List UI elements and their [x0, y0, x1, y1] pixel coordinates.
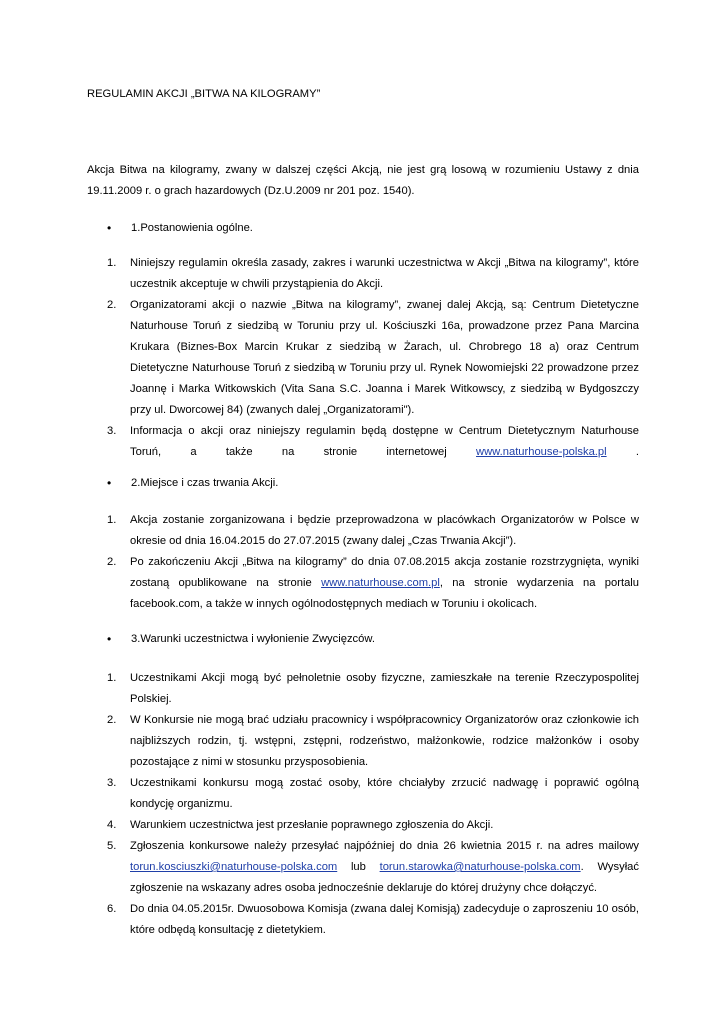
website-link[interactable]: www.naturhouse.com.pl	[321, 577, 440, 589]
list-item: 3. Informacja o akcji oraz niniejszy regulamin będą dostępne w Centrum Dietetycznym Naturhouse Toruń, a także na stronie internetowej www.naturhouse-polska.pl .	[107, 425, 639, 458]
section-heading-text: 1.Postanowienia ogólne.	[131, 222, 253, 234]
email-link[interactable]: torun.kosciuszki@naturhouse-polska.com	[130, 861, 338, 873]
list-item: 1. Niniejszy regulamin określa zasady, zakres i warunki uczestnictwa w Akcji „Bitwa na kilogramy”, które uczestnik akceptuje w chwili przystąpienia do Akcji.	[107, 257, 639, 290]
list-item: 1. Uczestnikami Akcji mogą być pełnoletnie osoby fizyczne, zamieszkałe na terenie Rzeczypospolitej Polskiej.	[107, 672, 639, 705]
bullet-icon: •	[107, 476, 112, 490]
list-item: 4. Warunkiem uczestnictwa jest przesłanie poprawnego zgłoszenia do Akcji.	[107, 819, 494, 831]
list-item: 3. Uczestnikami konkursu mogą zostać osoby, które chciałyby zrzucić nadwagę i poprawić ogólną kondycję organizmu.	[107, 777, 639, 810]
section-3-list	[87, 668, 639, 941]
email-link[interactable]: torun.starowka@naturhouse-polska.com	[379, 861, 581, 873]
website-link[interactable]: www.naturhouse-polska.pl	[476, 446, 607, 458]
list-item: 1. Akcja zostanie zorganizowana i będzie przeprowadzona w placówkach Organizatorów w Polsce w okresie od dnia 16.04.2015 do 27.07.2015 (zwany dalej „Czas Trwania Akcji”).	[107, 514, 639, 547]
list-item: 2. W Konkursie nie mogą brać udziału pracownicy i współpracownicy Organizatorów oraz członkowie ich najbliższych rodzin, tj. wstępni, zstępni, rodzeństwo, małżonkowie, rodzice małżonków i osoby pozostające z nimi w stosunku przysposobienia.	[107, 714, 639, 768]
section-2-list	[87, 510, 639, 615]
section-heading-text: 2.Miejsce i czas trwania Akcji.	[131, 477, 279, 489]
list-item: 2. Po zakończeniu Akcji „Bitwa na kilogramy” do dnia 07.08.2015 akcja zostanie rozstrzygnięta, wyniki zostaną opublikowane na stronie www.naturhouse.com.pl, na stronie wydarzenia na portalu facebook.com, a także w innych ogólnodostępnych mediach w Toruniu i okolicach.	[107, 556, 639, 610]
document-title: REGULAMIN AKCJI „BITWA NA KILOGRAMY”	[87, 88, 321, 100]
list-item: 6. Do dnia 04.05.2015r. Dwuosobowa Komisja (zwana dalej Komisją) zadecyduje o zaproszeniu 10 osób, które odbędą konsultację z dietetykiem.	[107, 903, 639, 936]
section-heading-text: 3.Warunki uczestnictwa i wyłonienie Zwycięzców.	[131, 633, 375, 645]
intro-paragraph: Akcja Bitwa na kilogramy, zwany w dalszej części Akcją, nie jest grą losową w rozumieniu Ustawy z dnia 19.11.2009 r. o grach hazardowych (Dz.U.2009 nr 201 poz. 1540).	[87, 164, 639, 197]
list-item: 2. Organizatorami akcji o nazwie „Bitwa na kilogramy”, zwanej dalej Akcją, są: Centrum Dietetyczne Naturhouse Toruń z siedzibą w Toruniu przy ul. Kościuszki 16a, prowadzone przez Pana Marcina Krukara (Biznes-Box Marcin Krukar z siedzibą w Żarach, ul. Chrobrego 18 a) oraz Centrum Dietetyczne Naturhouse Toruń z siedzibą w Toruniu przy ul. Rynek Nowomiejski 22 prowadzone przez Joannę i Marka Witkowskich (Vita Sana S.C. Joanna i Marek Witkowscy, z siedzibą w Bydgoszczy przy ul. Dworcowej 84) (zwanych dalej „Organizatorami").	[107, 299, 639, 416]
list-item: 5. Zgłoszenia konkursowe należy przesyłać najpóźniej do dnia 26 kwietnia 2015 r. na adres mailowy torun.kosciuszki@naturhouse-polska.com lub torun.starowka@naturhouse-polska.com. Wysyłać zgłoszenie na wskazany adres osoba jednocześnie deklaruje do której drużyny chce dołączyć.	[107, 840, 639, 894]
section-1-list	[87, 253, 639, 463]
bullet-icon: •	[107, 632, 112, 646]
bullet-icon: •	[107, 221, 112, 235]
